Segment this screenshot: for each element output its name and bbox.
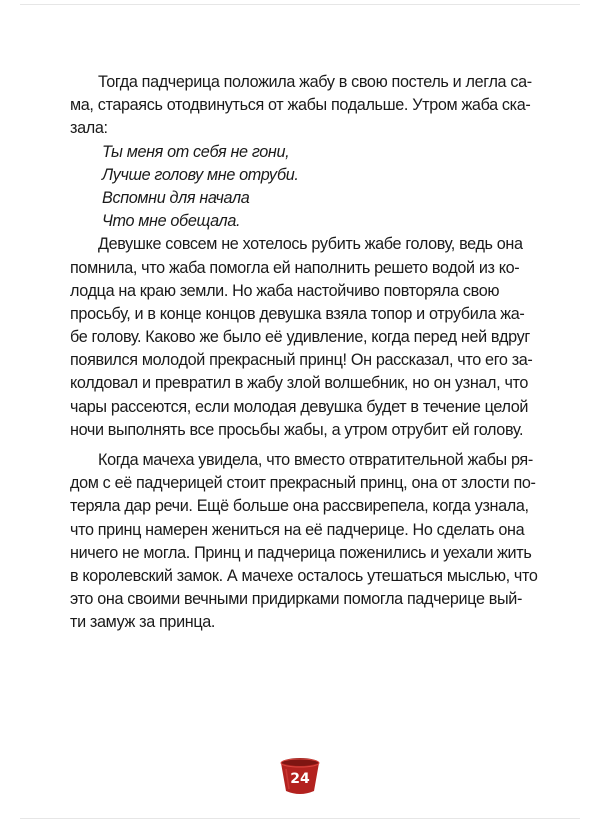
verse-line: Что мне обещала. (102, 212, 241, 231)
text-line: Девушке совсем не хотелось рубить жабе голову, ведь она (98, 235, 523, 254)
verse (70, 141, 552, 234)
text-line: зала: (70, 119, 108, 138)
page-number-badge (278, 757, 322, 797)
text-line: Когда мачеха увидела, что вместо отвратительной жабы ря- (98, 451, 533, 469)
text-line: появился молодой прекрасный принц! Он рассказал, что его за- (70, 351, 533, 370)
verse-line: Лучше голову мне отруби. (102, 165, 299, 184)
page-number: 24 (290, 771, 310, 787)
story-text (70, 71, 552, 635)
top-divider (20, 4, 580, 5)
paragraph-gap (70, 442, 552, 449)
text-line: теряла дар речи. Ещё больше она рассвирепела, когда узнала, (70, 497, 529, 516)
text-line: просьбу, и в конце концов девушка взяла топор и отрубила жа- (70, 304, 525, 323)
verse-line: Вспомни для начала (102, 188, 250, 207)
text-line: ночи выполнять все просьбы жабы, а утром отрубит ей голову. (70, 420, 524, 439)
bottom-divider (20, 818, 580, 819)
text-line: чары рассеются, если молодая девушка будет в течение целой (70, 397, 529, 416)
text-line: дом с её падчерицей стоит прекрасный принц, она от злости по- (70, 474, 536, 493)
text-line: помнила, что жаба помогла ей наполнить решето водой из ко- (70, 258, 520, 277)
paragraph-3 (70, 449, 552, 635)
text-line: бе голову. Каково же было её удивление, когда перед ней вдруг (70, 328, 530, 347)
paragraph-1 (70, 71, 552, 141)
text-line: ти замуж за принца. (70, 613, 216, 632)
text-line: колдовал и превратил в жабу злой волшебник, но он узнал, что (70, 374, 529, 393)
text-line: что принц намерен жениться на её падчерице. Но сделать она (70, 520, 525, 539)
text-line: в королевский замок. А мачехе осталось утешаться мыслью, что (70, 566, 538, 585)
text-line: ничего не могла. Принц и падчерица поженились и уехали жить (70, 543, 532, 562)
verse-line: Ты меня от себя не гони, (102, 142, 290, 161)
text-line: это она своими вечными придирками помогла падчерице вый- (70, 590, 523, 609)
paragraph-2 (70, 233, 552, 442)
text-line: ма, стараясь отодвинуться от жабы подальше. Утром жаба ска- (70, 96, 531, 115)
text-line: Тогда падчерица положила жабу в свою постель и легла са- (98, 73, 532, 91)
text-line: лодца на краю земли. Но жаба настойчиво повторяла свою (70, 281, 500, 300)
